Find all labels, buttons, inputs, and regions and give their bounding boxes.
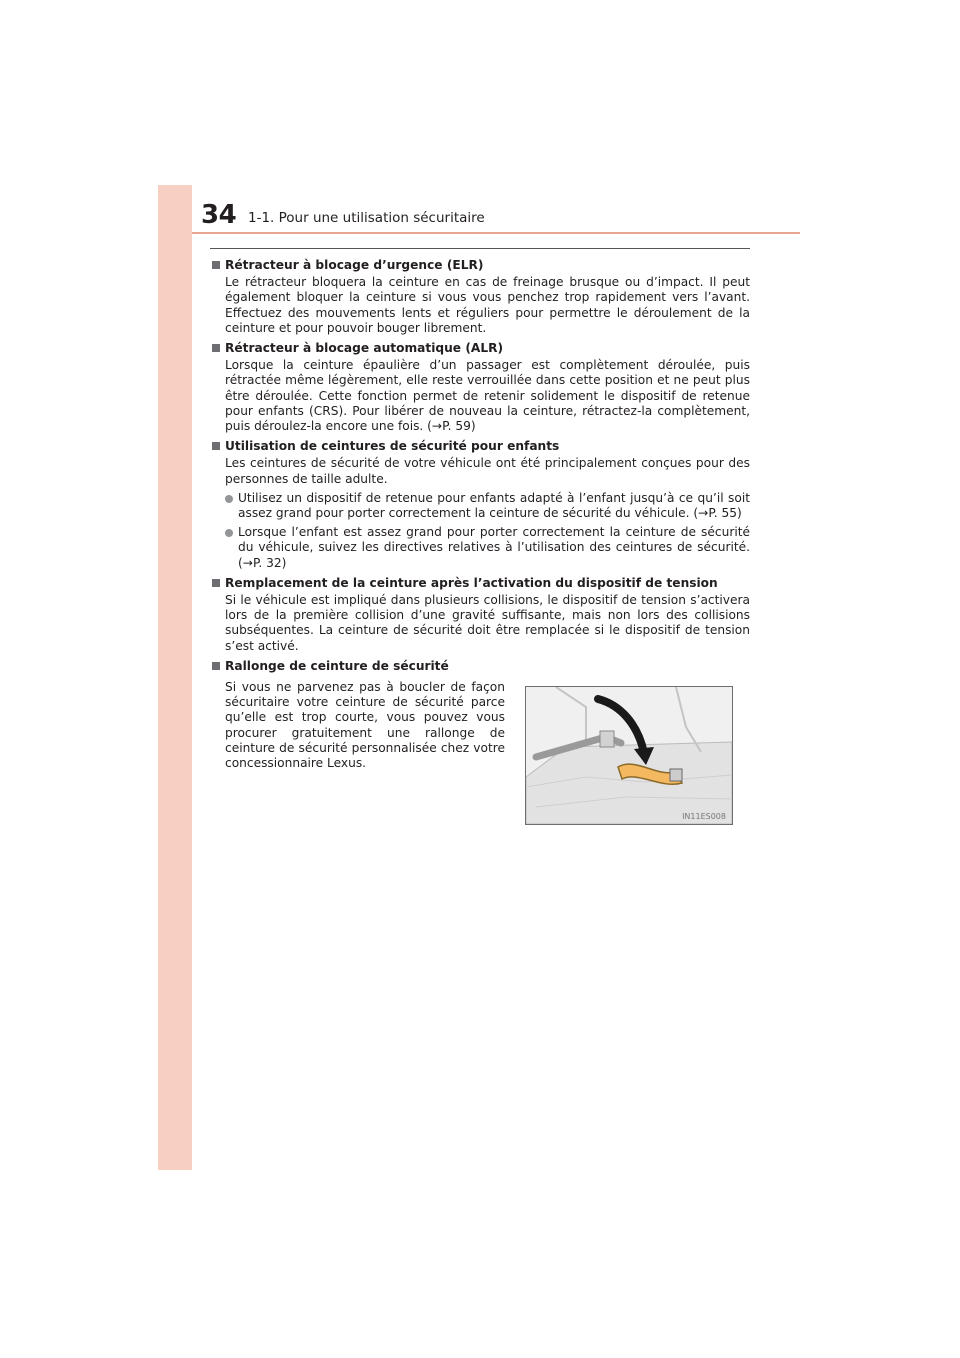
square-bullet-icon [212, 344, 220, 352]
section-body: Le rétracteur bloquera la ceinture en cas de freinage brusque ou d’impact. Il peut également bloquer la ceinture si vous vous penchez trop rapidement vers l’avant. Effectuez des mouvements lents et réguliers pour permettre le déroulement de la ceinture et pour pouvoir bouger librement. [225, 275, 750, 335]
section-body: Si le véhicule est impliqué dans plusieurs collisions, le dispositif de tension s’activera lors de la première collision d’une gravité suffisante, mais non lors des collisions subséquentes. La ceinture de sécurité doit être remplacée si le dispositif de tension s’est activé. [225, 593, 750, 653]
list-item: Utilisez un dispositif de retenue pour enfants adapté à l’enfant jusqu’à ce qu’il soit assez grand pour porter correctement la ceinture de sécurité du véhicule. (→P. 55) [210, 491, 750, 521]
header-rule [192, 232, 800, 234]
section-body: Lorsque la ceinture épaulière d’un passager est complètement déroulée, puis rétractée même légèrement, elle reste verrouillée dans cette position et ne peut plus être déroulée. Cette fonction permet de retenir solidement le dispositif de retenue pour enfants (CRS). Pour libérer de nouveau la ceinture, rétractez-la complètement, puis déroulez-la encore une fois. (→P. 59) [225, 358, 750, 434]
section-tensioner [210, 576, 750, 654]
round-bullet-icon [225, 529, 233, 537]
content-rule [210, 248, 750, 249]
section-heading: Rétracteur à blocage automatique (ALR) [210, 341, 750, 356]
figure-code: IN11ES008 [682, 812, 726, 821]
square-bullet-icon [212, 442, 220, 450]
page-number: 34 [201, 200, 237, 230]
section-heading: Rallonge de ceinture de sécurité [210, 659, 750, 674]
section-elr [210, 258, 750, 336]
seatbelt-extender-illustration [525, 686, 733, 825]
section-alr [210, 341, 750, 434]
section-body: Les ceintures de sécurité de votre véhicule ont été principalement conçues pour des personnes de taille adulte. [225, 456, 750, 486]
list-item: Lorsque l’enfant est assez grand pour porter correctement la ceinture de sécurité du véhicule, suivez les directives relatives à l’utilisation des ceintures de sécurité. (→P. 32) [210, 525, 750, 571]
section-heading: Remplacement de la ceinture après l’activation du dispositif de tension [210, 576, 750, 591]
section-title: 1-1. Pour une utilisation sécuritaire [248, 210, 485, 226]
square-bullet-icon [212, 261, 220, 269]
square-bullet-icon [212, 579, 220, 587]
round-bullet-icon [225, 495, 233, 503]
section-heading: Rétracteur à blocage d’urgence (ELR) [210, 258, 750, 273]
seat-illustration-icon [526, 687, 732, 824]
side-color-band [158, 185, 192, 1170]
section-children [210, 439, 750, 571]
square-bullet-icon [212, 662, 220, 670]
section-heading: Utilisation de ceintures de sécurité pour enfants [210, 439, 750, 454]
section-body: Si vous ne parvenez pas à boucler de façon sécuritaire votre ceinture de sécurité parce qu’elle est trop courte, vous pouvez vous procurer gratuitement une rallonge de ceinture de sécurité personnalisée chez votre concessionnaire Lexus. [225, 680, 505, 771]
